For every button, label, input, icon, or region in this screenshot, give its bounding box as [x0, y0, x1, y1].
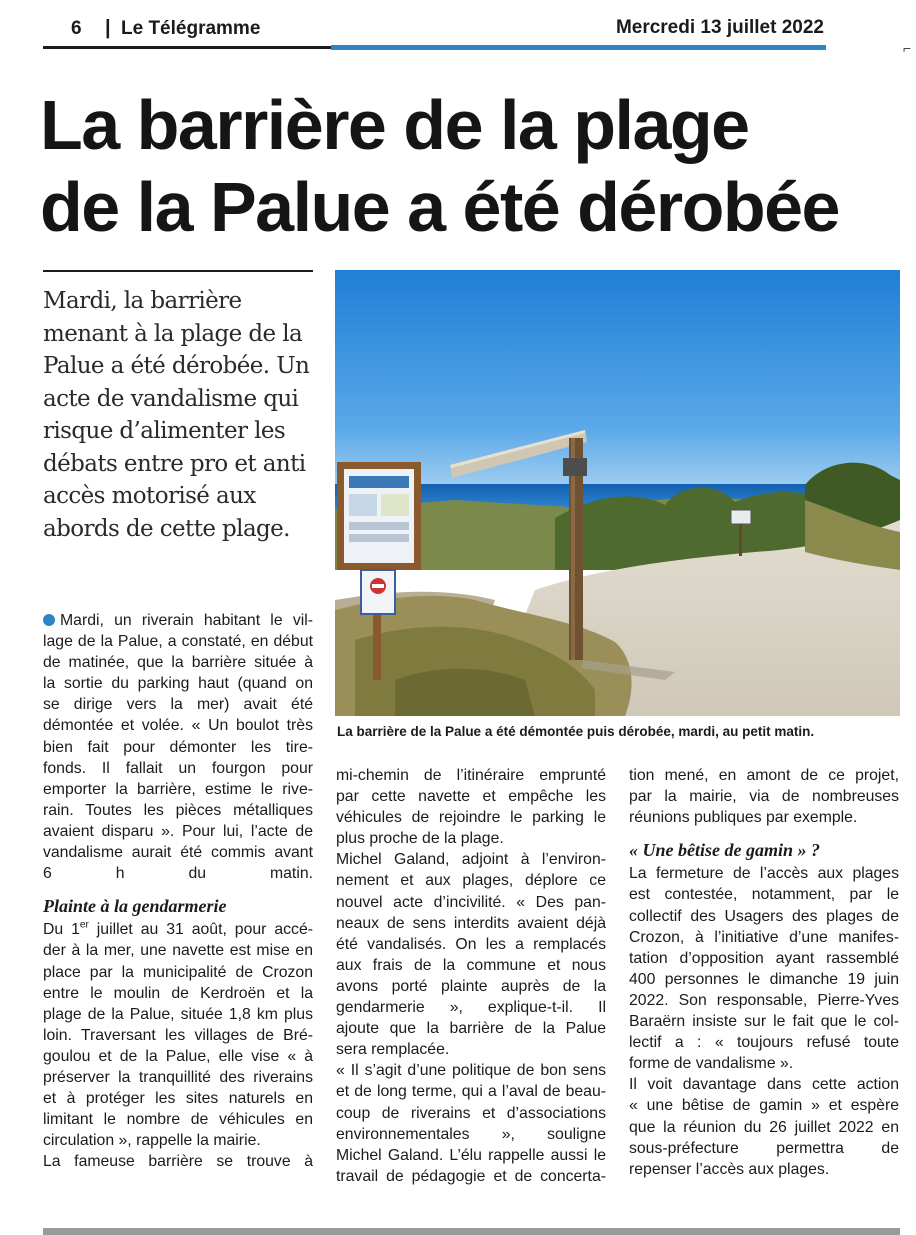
lead-line: menant à la plage de la: [43, 320, 303, 347]
subheading: Plainte à la gendarmerie: [43, 896, 227, 917]
bullet-icon: [43, 614, 55, 626]
body-line: avons porté plainte auprès de la: [336, 977, 606, 995]
body-line: neaux de sens interdits avaient déjà: [336, 914, 606, 932]
body-column-2: [336, 765, 606, 1187]
headline-line: de la Palue a été dérobée: [40, 168, 839, 246]
body-line: environnementales », souligne: [336, 1125, 606, 1143]
body-line: mi-chemin de l’itinéraire emprunté: [336, 767, 606, 784]
body-line: coup de riverains et d’associations: [336, 1104, 606, 1122]
body-paragraph: [629, 1074, 899, 1179]
lead-line: Palue a été dérobée. Un: [43, 353, 310, 379]
body-line: entre le moulin de Kerdroën et la: [43, 984, 313, 1002]
body-line: la sortie du parking haut (quand on: [43, 675, 313, 693]
body-line: place par la municipalité de Crozon: [43, 963, 313, 981]
body-line: est contestée, notamment, par le: [629, 886, 899, 904]
body-line: sera remplacée.: [336, 1041, 450, 1059]
body-line: plus proche de la plage.: [336, 830, 504, 848]
body-line: collectif des Usagers des plages de: [629, 907, 899, 925]
body-line: été vandalisés. On les a remplacés: [336, 935, 606, 953]
body-line: emporter la barrière, estime le rive-: [43, 780, 313, 798]
body-line: préserver la tranquillité des riverains: [43, 1068, 313, 1086]
body-line: ajoute que la barrière de la Palue: [336, 1020, 606, 1038]
body-line: 6 h du matin.: [43, 865, 313, 883]
body-line: véhicules de rejoindre le parking le: [336, 809, 606, 827]
body-line: tation d’opposition ayant rassemblé: [629, 949, 899, 967]
body-line: plage de la Palue, située 1,8 km plus: [43, 1005, 313, 1023]
body-line: La fermeture de l’accès aux plages: [629, 865, 899, 883]
headline-line: La barrière de la plage: [40, 86, 749, 164]
body-paragraph: [43, 919, 313, 1172]
body-paragraph: [336, 1060, 606, 1187]
body-line: 400 personnes le dimanche 19 juin: [629, 970, 899, 988]
body-line: par la mairie, via de nombreuses: [629, 788, 899, 806]
body-line: lage de la Palue, a constaté, en début: [43, 633, 313, 651]
body-line: sous-préfecture permettra de: [629, 1139, 899, 1157]
body-line: circulation », rappelle la mairie.: [43, 1132, 261, 1150]
body-line: nement et aux plages, déplore ce: [336, 872, 606, 890]
body-line: La fameuse barrière se trouve à: [43, 1153, 313, 1171]
body-line: goulou et de la Palue, elle vise « à: [43, 1047, 313, 1065]
body-line: loin. Traversant les villages de Bré-: [43, 1026, 313, 1044]
body-line: et à protéger les sites naturels en: [43, 1090, 313, 1108]
header-rule-accent: [331, 45, 826, 50]
header-rule-dark: [43, 46, 333, 49]
headline: [40, 84, 900, 248]
body-line: repenser l’accès aux plages.: [629, 1160, 830, 1178]
lead-line: acte de vandalisme qui: [43, 385, 299, 412]
lead-paragraph: [43, 285, 315, 545]
body-line: « une bêtise de gamin » et espère: [629, 1097, 899, 1115]
body-line: que la réunion du 26 juillet 2022 en: [629, 1118, 899, 1136]
body-line: Crozon, à l’initiative d’une manifes-: [629, 928, 899, 946]
lead-rule: [43, 270, 313, 272]
issue-date: Mercredi 13 juillet 2022: [615, 17, 824, 38]
body-line: avaient disparu ». Pour lui, l’acte de: [43, 822, 313, 840]
body-line: 2022. Son responsable, Pierre-Yves: [629, 991, 899, 1009]
body-paragraph: [336, 849, 606, 1060]
photo-caption: La barrière de la Palue a été démontée puis dérobée, mardi, au petit matin.: [337, 724, 815, 739]
body-line: forme de vandalisme ».: [629, 1055, 794, 1073]
body-line: lectif a : « toujours refusé toute: [629, 1034, 899, 1052]
barrier-photo-illustration: [335, 270, 900, 716]
publication-name: Le Télégramme: [121, 18, 261, 39]
edge-tick: ⌐: [903, 40, 912, 56]
subheading: « Une bêtise de gamin » ?: [629, 840, 820, 861]
body-line: démontée et volée. « Un boulot très: [43, 717, 313, 735]
body-line: réunions publiques par exemple.: [629, 809, 858, 827]
body-line: limitant le nombre de véhicules en: [43, 1111, 313, 1129]
body-line: Baraërn insiste sur le fait que le col-: [629, 1013, 899, 1031]
body-line: bien fait pour démonter les tire-: [43, 738, 313, 756]
body-paragraph: [336, 765, 606, 849]
page-header: [43, 0, 828, 60]
body-line: tion mené, en amont de ce projet,: [629, 767, 899, 784]
body-paragraph: [629, 765, 899, 828]
body-line: gendarmerie », explique-t-il. Il: [336, 999, 606, 1017]
lead-line: débats entre pro et anti: [43, 450, 306, 477]
body-line: aux frais de la commune et nous: [336, 956, 606, 974]
body-line: Michel Galand, adjoint à l’environ-: [336, 851, 606, 869]
body-line: nouvel acte d’incivilité. « Des pan-: [336, 893, 606, 911]
header-separator: |: [105, 17, 111, 39]
body-line: de matinée, que la barrière située à: [43, 654, 313, 672]
body-line: vandalisme aurait été commis avant: [43, 844, 313, 862]
body-line: der à la mer, une navette est mise en: [43, 942, 313, 960]
body-line: Michel Galand. L’élu rappelle aussi le: [336, 1146, 606, 1164]
article-photo: [335, 270, 900, 716]
body-line: et de long terme, qui a l’aval de beau-: [336, 1083, 606, 1101]
page-number: 6: [71, 18, 82, 39]
body-paragraph: [629, 863, 899, 1074]
body-line: rain. Toutes les pièces métalliques: [43, 801, 313, 819]
lead-line: Mardi, la barrière: [43, 288, 242, 314]
lead-line: abords de cette plage.: [43, 515, 290, 542]
body-line: Il voit davantage dans cette action: [629, 1076, 899, 1094]
body-line: travail de pédagogie et de concerta-: [336, 1167, 606, 1185]
body-line: fonds. Il fallait un fourgon pour: [43, 759, 313, 777]
lead-line: accès motorisé aux: [43, 483, 256, 509]
body-line: par cette navette et empêche les: [336, 788, 606, 806]
body-line: « Il s’agit d’une politique de bon sens: [336, 1062, 606, 1080]
body-column-1: [43, 610, 313, 1172]
body-line: se dirige vers la mer) avait été: [43, 696, 313, 714]
body-column-3: [629, 765, 899, 1180]
lead-line: risque d’alimenter les: [43, 418, 286, 444]
footer-rule: [43, 1228, 900, 1235]
body-paragraph: [43, 610, 313, 884]
body-line: Du 1er juillet au 31 août, pour accé-: [43, 920, 313, 939]
body-line: Mardi, un riverain habitant le vil-: [43, 610, 313, 631]
